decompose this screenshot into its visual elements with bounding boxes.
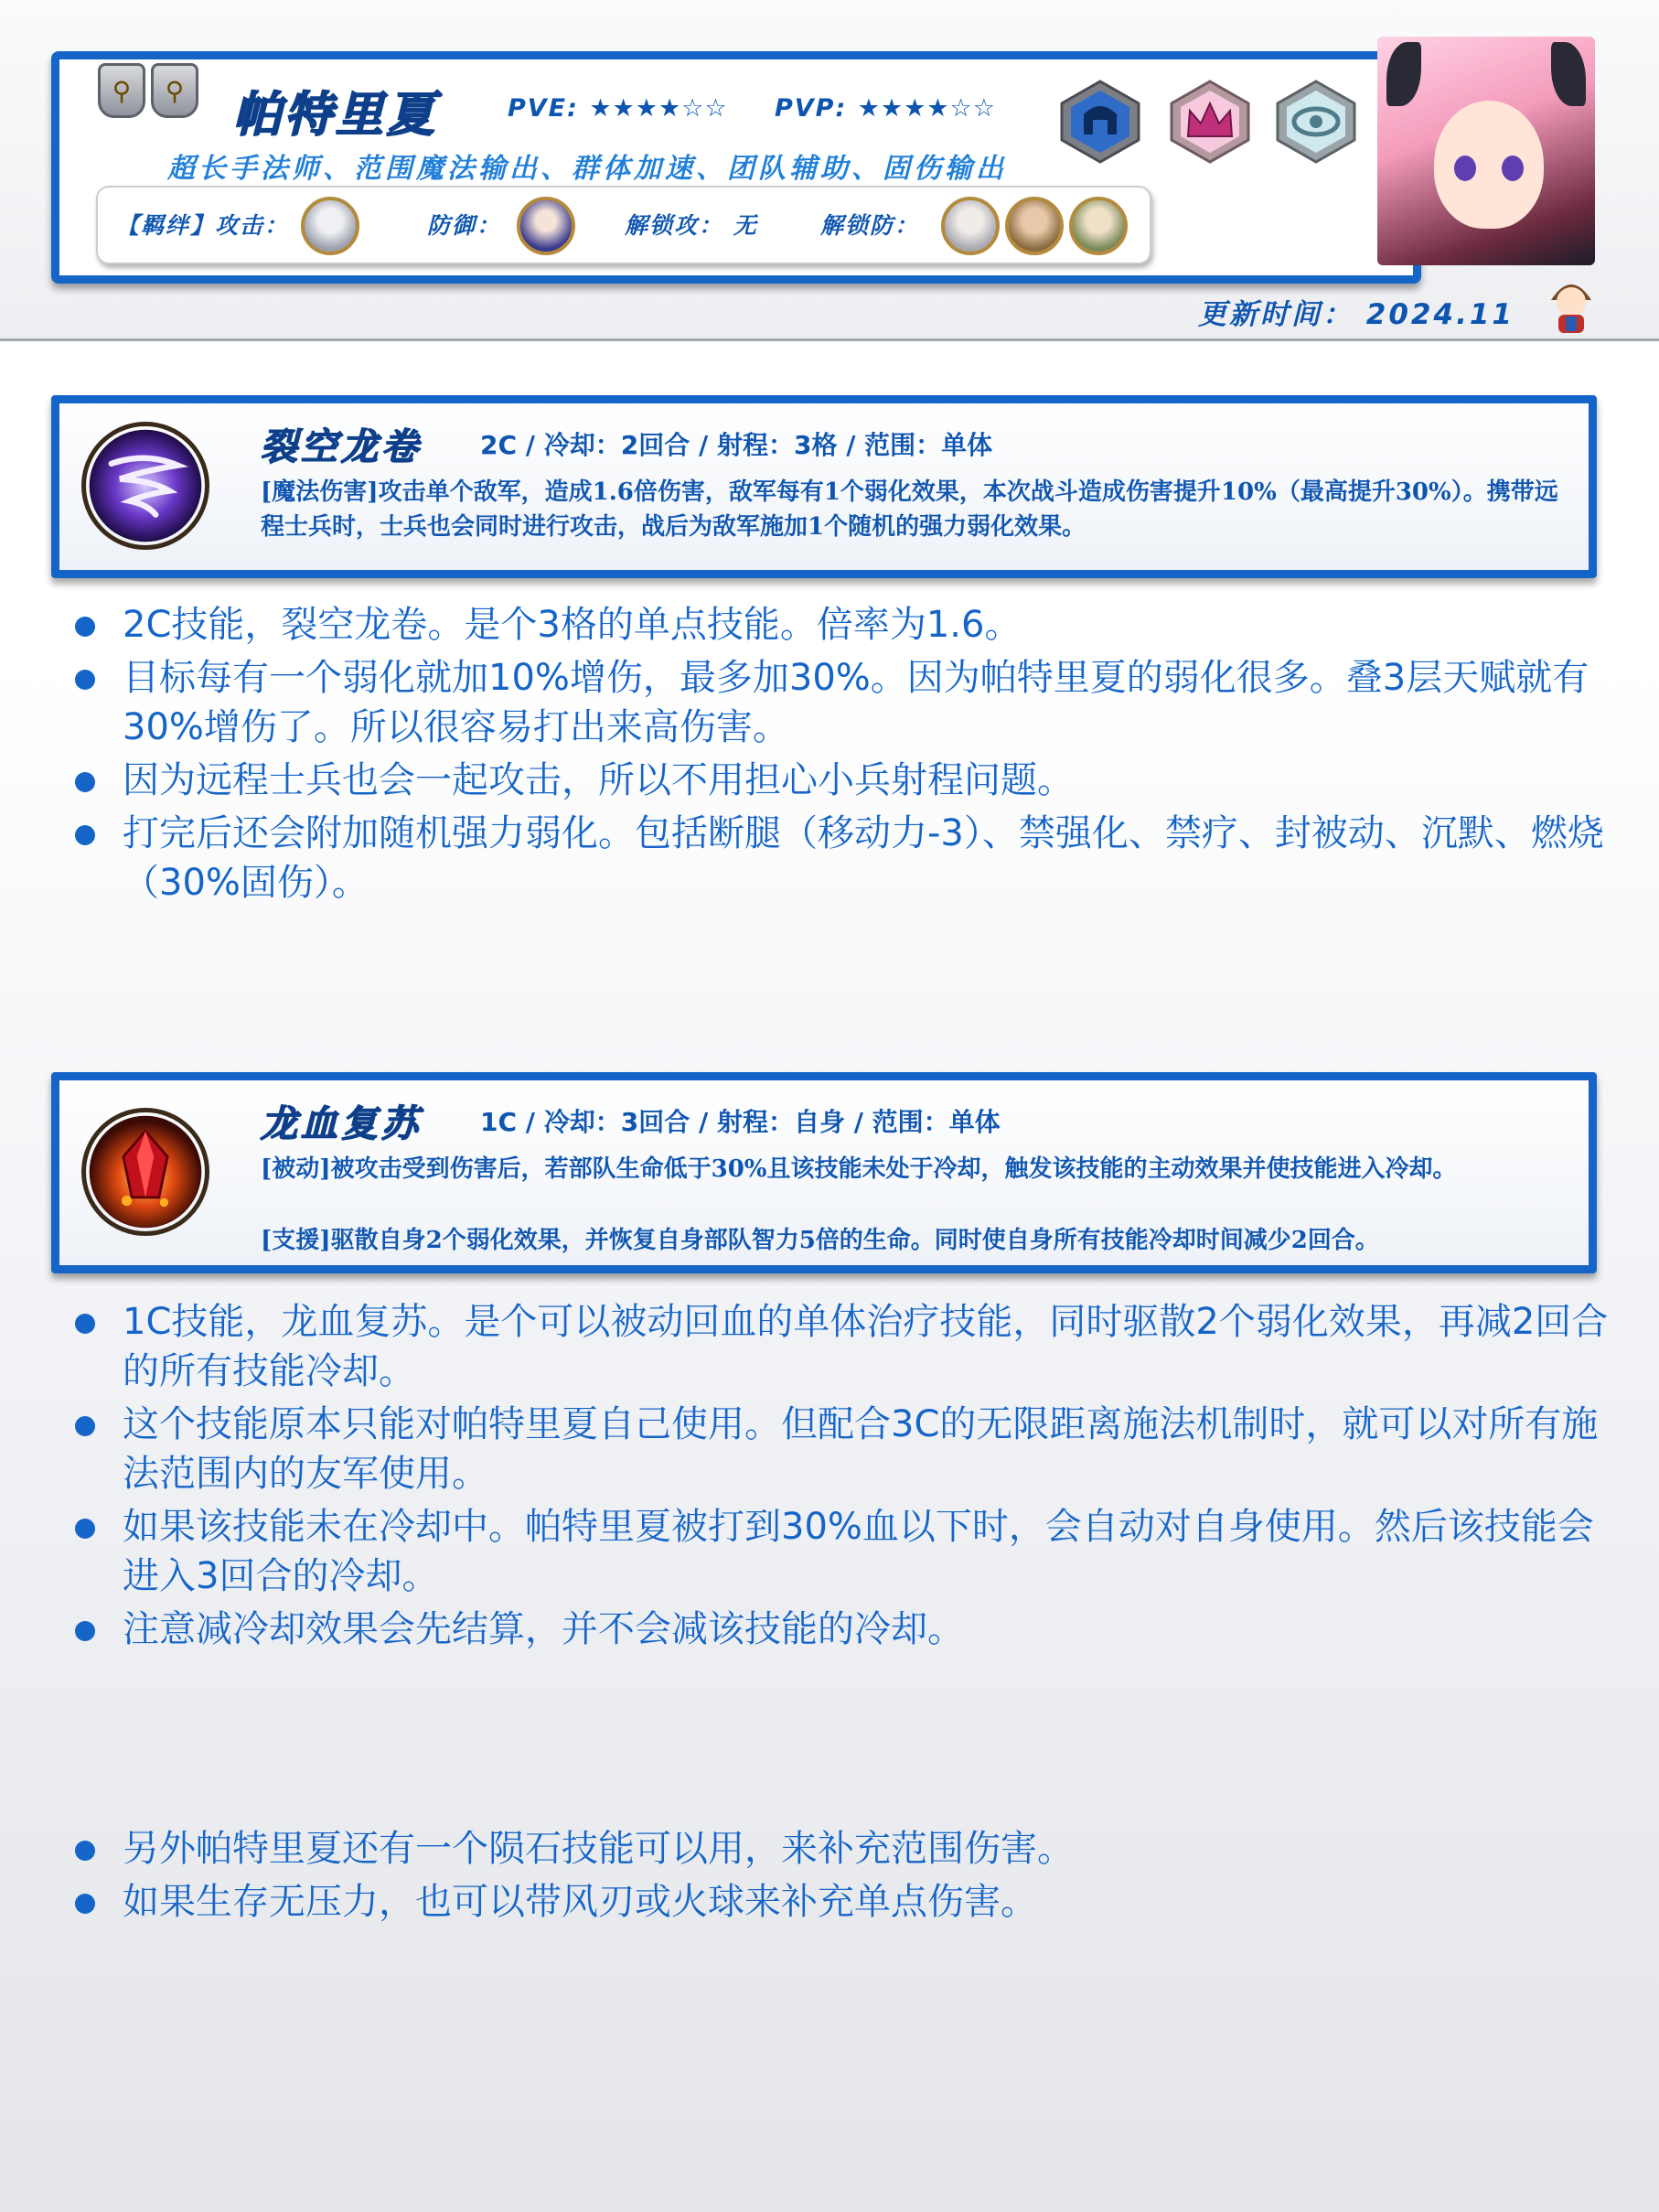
skill-meta: 1C / 冷却：3回合 / 射程：自身 / 范围：单体 [480, 1107, 1001, 1137]
bond-unlock-defense-label: 解锁防： [820, 212, 920, 239]
pve-stars: ★★★★☆☆ [589, 94, 728, 123]
update-time-value: 2024.11 [1365, 298, 1515, 331]
list-item: 1C技能，龙血复苏。是个可以被动回血的单体治疗技能，同时驱散2个弱化效果，再减2回合的所有技能冷却。 [73, 1297, 1610, 1396]
pve-label: PVE: [508, 94, 579, 123]
skill-card [51, 395, 1597, 578]
update-time-label: 更新时间： [1198, 298, 1354, 331]
skill-name: 裂空龙卷 [261, 426, 422, 468]
hero-roles: 超长手法师、范围魔法输出、群体加速、团队辅助、固伤输出 [167, 153, 1007, 185]
bond-title: 【羁绊】攻击： [116, 212, 290, 239]
bond-unlock-attack-value: 无 [733, 212, 758, 239]
skill-name: 龙血复苏 [261, 1103, 422, 1145]
key-icon[interactable]: ⚲ [98, 63, 145, 118]
list-item: 如果该技能未在冷却中。帕特里夏被打到30%血以下时，会自动对自身使用。然后该技能会进入3回合的冷却。 [73, 1502, 1610, 1601]
portrait-face [1434, 101, 1544, 229]
skill-description: [支援]驱散自身2个弱化效果，并恢复自身部队智力5倍的生命。同时使自身所有技能冷却时间减少2回合。 [261, 1227, 1379, 1254]
avatar[interactable] [941, 197, 1000, 255]
horn-left [1386, 42, 1421, 106]
skill-card [51, 1072, 1597, 1273]
horn-right [1551, 42, 1586, 106]
eye-emblem-icon [1272, 78, 1360, 166]
skill-description: [被动]被攻击受到伤害后，若部队生命低于30%且该技能未处于冷却，触发该技能的主动效果并使技能进入冷却。 [261, 1155, 1457, 1183]
list-item: 这个技能原本只能对帕特里夏自己使用。但配合3C的无限距离施法机制时，就可以对所有施法范围内的友军使用。 [73, 1400, 1610, 1498]
skill-notes [73, 600, 1610, 911]
skill-notes [73, 1297, 1610, 1658]
pvp-rating [775, 94, 996, 123]
hero-name: 帕特里夏 [233, 88, 439, 143]
extra-notes [73, 1824, 1610, 1930]
list-item: 2C技能，裂空龙卷。是个3格的单点技能。倍率为1.6。 [73, 600, 1610, 650]
skill-meta: 2C / 冷却：2回合 / 射程：3格 / 范围：单体 [480, 430, 993, 460]
bond-unlock-attack-label: 解锁攻： [625, 212, 724, 239]
bond-bar [96, 186, 1151, 264]
skill-description: [魔法伤害]攻击单个敌军，造成1.6倍伤害，敌军每有1个弱化效果，本次战斗造成伤害提升10%（最高提升30%）。携带远程士兵时，士兵也会同时进行攻击，战后为敌军施加1个随机的强力弱化效果。 [261, 478, 1558, 541]
list-item: 目标每有一个弱化就加10%增伤，最多加30%。因为帕特里夏的弱化很多。叠3层天赋就有30%增伤了。所以很容易打出来高伤害。 [73, 653, 1610, 752]
avatar[interactable] [1005, 197, 1064, 255]
chibi-mascot-icon [1544, 274, 1599, 335]
bond-defense-label: 防御： [427, 212, 502, 239]
pve-rating [508, 94, 728, 123]
avatar[interactable] [1069, 197, 1128, 255]
pvp-label: PVP: [775, 94, 848, 123]
list-item: 注意减冷却效果会先结算，并不会减该技能的冷却。 [73, 1605, 1610, 1654]
portrait-eye [1454, 156, 1476, 181]
dragon-blood-crystal-icon [81, 1108, 209, 1236]
avatar[interactable] [517, 197, 575, 255]
hero-card [51, 51, 1421, 284]
list-item: 如果生存无压力，也可以带风刃或火球来补充单点伤害。 [73, 1877, 1610, 1927]
list-item: 因为远程士兵也会一起攻击，所以不用担心小兵射程问题。 [73, 756, 1610, 805]
spartan-helmet-icon [1056, 78, 1144, 166]
list-item: 另外帕特里夏还有一个陨石技能可以用，来补充范围伤害。 [73, 1824, 1610, 1874]
bond-unlock-attack [625, 208, 758, 241]
key-icon[interactable]: ⚲ [151, 63, 198, 118]
header-band [0, 0, 1659, 341]
crown-icon [1166, 78, 1254, 166]
pvp-stars: ★★★★☆☆ [857, 94, 996, 123]
hero-portrait [1377, 37, 1595, 265]
list-item: 打完后还会附加随机强力弱化。包括断腿（移动力-3）、禁强化、禁疗、封被动、沉默、燃烧（30%固伤）。 [73, 809, 1610, 907]
portrait-eye [1502, 156, 1524, 181]
update-time [1198, 291, 1515, 332]
tornado-icon [81, 422, 209, 550]
avatar[interactable] [301, 197, 359, 255]
